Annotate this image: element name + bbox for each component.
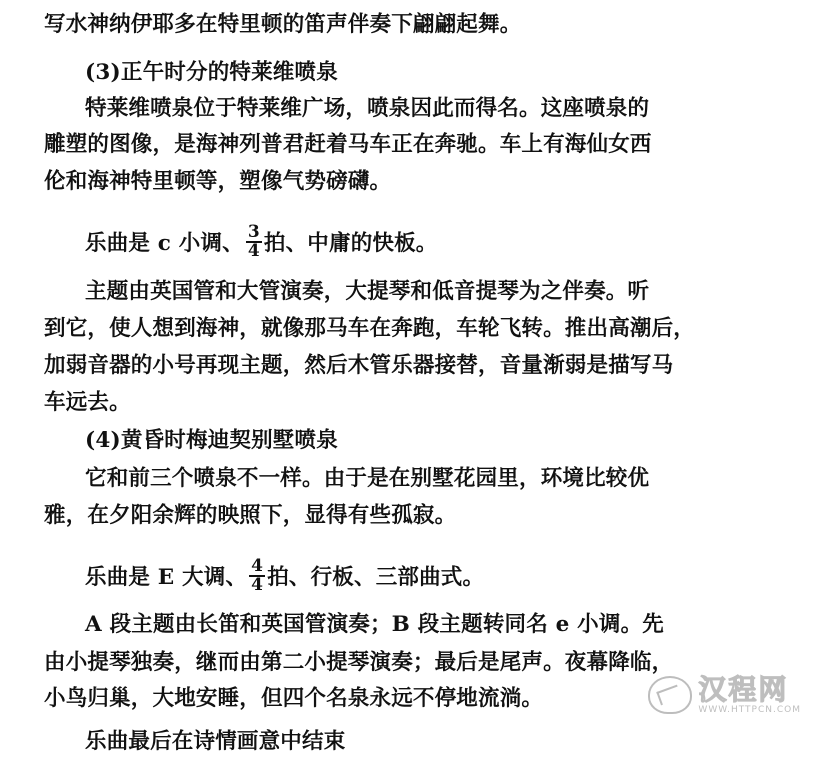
text-line: 雅，在夕阳余辉的映照下，显得有些孤寂。 (44, 503, 457, 528)
time-signature-numerator: 4 (251, 556, 264, 576)
time-signature-denominator: 4 (247, 241, 260, 261)
text-line: 特莱维喷泉位于特莱维广场，喷泉因此而得名。这座喷泉的 (85, 96, 650, 121)
text-line-cutoff: 乐曲最后在诗情画意中结束 (85, 729, 346, 754)
site-watermark (648, 675, 801, 715)
watermark-url: WWW.HTTPCN.COM (698, 705, 801, 715)
text-line: 伦和海神特里顿等，塑像气势磅礴。 (44, 169, 392, 194)
music-tempo-text: 拍、行板、三部曲式。 (267, 565, 485, 590)
text-line: 到它，使人想到海神，就像那马车在奔跑，车轮飞转。推出高潮后， (44, 316, 696, 341)
text-line: 由小提琴独奏，继而由第二小提琴演奏；最后是尾声。夜幕降临， (44, 650, 674, 675)
text-line: 写水神纳伊耶多在特里顿的笛声伴奏下翩翩起舞。 (44, 12, 522, 37)
watermark-text (698, 675, 801, 715)
text-line: 车远去。 (44, 390, 131, 415)
music-info-line (85, 222, 438, 262)
watermark-logo-icon (648, 676, 692, 714)
text-line: 小鸟归巢，大地安睡，但四个名泉永远不停地流淌。 (44, 686, 544, 711)
music-key-text: 乐曲是 c 小调、 (85, 231, 244, 256)
text-line: 加弱音器的小号再现主题，然后木管乐器接替，音量渐弱是描写马 (44, 353, 674, 378)
watermark-title: 汉程网 (698, 673, 789, 706)
music-key-text: 乐曲是 E 大调、 (85, 565, 248, 590)
section-heading-4: (4)黄昏时梅迪契别墅喷泉 (85, 428, 338, 453)
text-line: 它和前三个喷泉不一样。由于是在别墅花园里，环境比较优 (85, 466, 650, 491)
time-signature (249, 558, 265, 594)
music-info-line (85, 556, 485, 596)
time-signature-numerator: 3 (247, 222, 260, 242)
time-signature (246, 224, 262, 260)
text-line: 主题由英国管和大管演奏，大提琴和低音提琴为之伴奏。听 (85, 279, 650, 304)
text-line: 雕塑的图像，是海神列普君赶着马车正在奔驰。车上有海仙女西 (44, 132, 652, 157)
music-tempo-text: 拍、中庸的快板。 (263, 231, 438, 256)
time-signature-denominator: 4 (251, 575, 264, 595)
section-heading-3: (3)正午时分的特莱维喷泉 (85, 60, 338, 85)
text-line: A 段主题由长笛和英国管演奏；B 段主题转同名 e 小调。先 (85, 612, 664, 637)
